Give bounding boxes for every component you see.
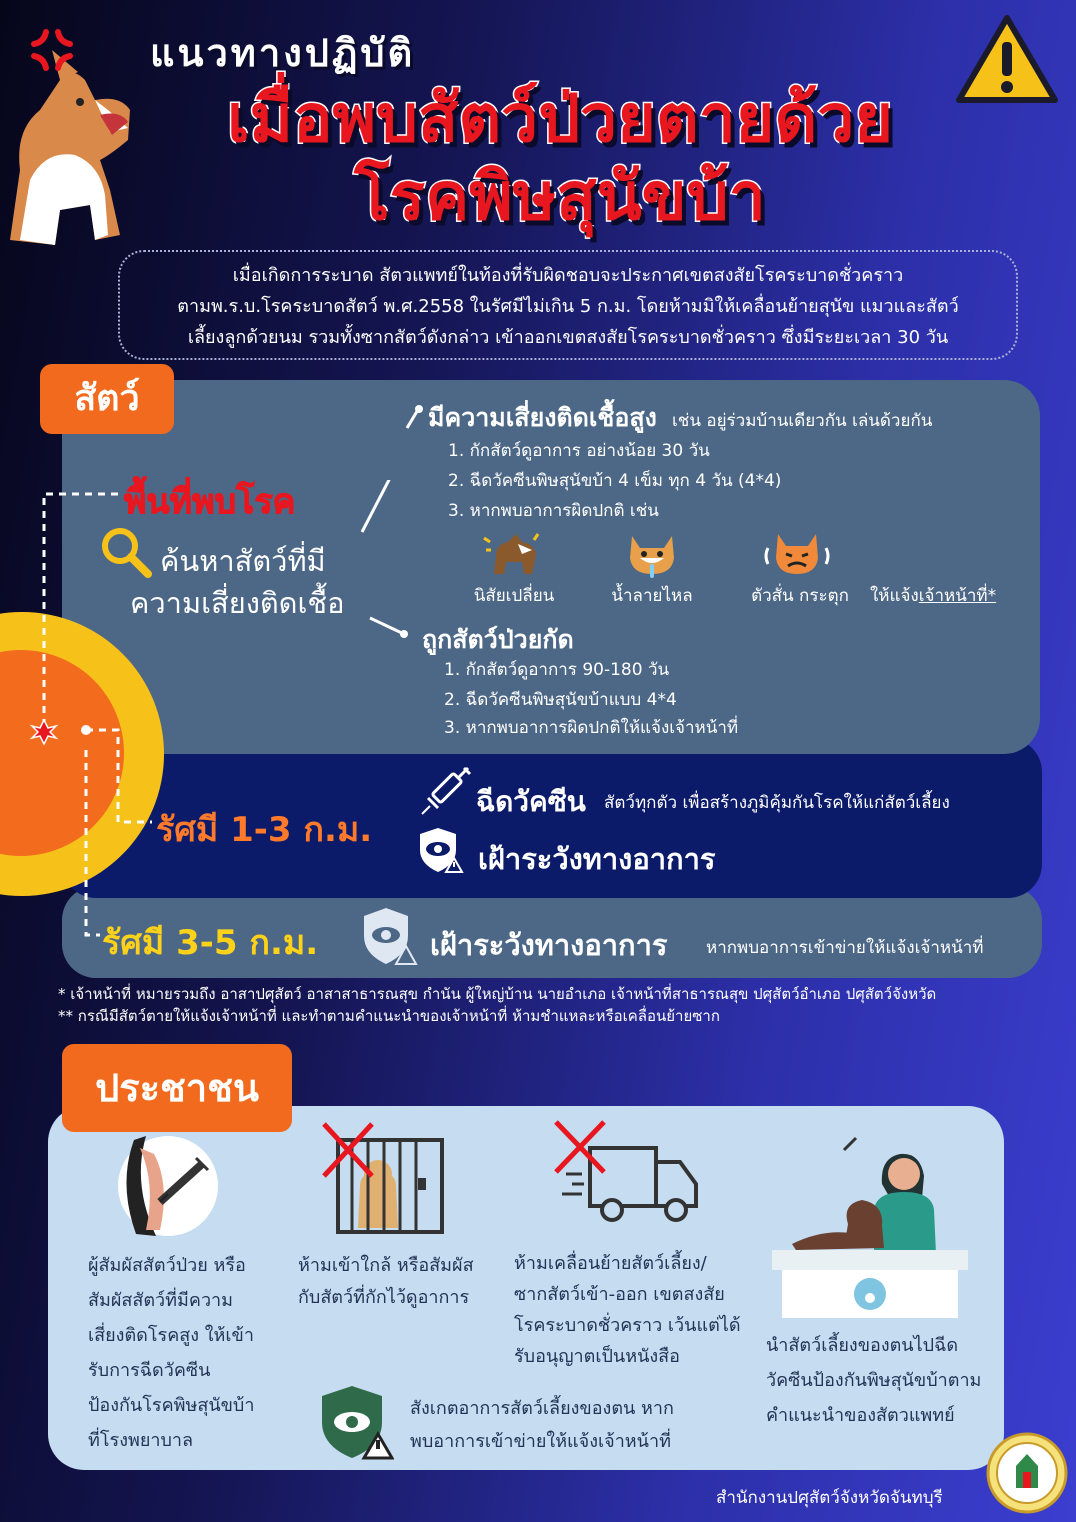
moving-truck-icon: [552, 1118, 702, 1228]
public-item-5-text: สังเกตอาการสัตว์เลี้ยงของตน หาก พบอาการเข้าข่ายให้แจ้งเจ้าหน้าที่: [410, 1398, 674, 1452]
intro-line-1: เมื่อเกิดการระบาด สัตวแพทย์ในท้องที่รับผิดชอบจะประกาศเขตสงสัยโรคระบาดชั่วคราว: [232, 265, 904, 286]
footnote-dead-animal: ** กรณีมีสัตว์ตายให้แจ้งเจ้าหน้าที่ และทำตามคำแนะนำของเจ้าหน้าที่ ห้ามชำแหละหรือเคลื่อนย้ายซาก: [58, 1007, 720, 1025]
symptom-shaking: ตัวสั่น กระตุก: [751, 586, 849, 606]
watch-symptoms-sub-2: หากพบอาการเข้าข่ายให้แจ้งเจ้าหน้าที่: [706, 938, 984, 958]
syringe-icon: [418, 764, 472, 818]
radius-1-3-label: รัศมี 1-3 ก.ม.: [156, 810, 373, 850]
high-risk-sub: เช่น อยู่ร่วมบ้านเดียวกัน เล่นด้วยกัน: [671, 411, 933, 431]
title-line-2: โรคพิษสุนัขบ้า: [354, 158, 766, 235]
section-tag-animal: สัตว์: [40, 364, 174, 434]
title-line-1: เมื่อพบสัตว์ป่วยตายด้วย: [226, 80, 894, 157]
outbreak-area-title: พื้นที่พบโรค: [124, 482, 296, 522]
high-risk-step-1: 1. กักสัตว์ดูอาการ อย่างน้อย 30 วัน: [448, 441, 710, 461]
vaccinate-heading: ฉีดวัคซีน: [476, 785, 586, 818]
search-risk-text: [130, 540, 390, 624]
vaccinate-sub: สัตว์ทุกตัว เพื่อสร้างภูมิคุ้มกันโรคให้แก่สัตว์เลี้ยง: [604, 793, 950, 813]
radius-3-5-label: รัศมี 3-5 ก.ม.: [102, 923, 319, 963]
notify-officer-note: [870, 582, 996, 609]
search-line-1: ค้นหาสัตว์ที่มี: [160, 544, 326, 578]
aggressive-dog-icon: [482, 528, 542, 578]
notify-officer-link[interactable]: เจ้าหน้าที่*: [918, 586, 997, 606]
shield-eye-icon-2: [360, 906, 418, 966]
bitten-step-2: 2. ฉีดวัคซีนพิษสุนัขบ้าแบบ 4*4: [444, 690, 677, 710]
caged-dog-icon: [320, 1120, 446, 1236]
office-name: สำนักงานปศุสัตว์จังหวัดจันทบุรี: [716, 1488, 943, 1508]
anger-icon: [28, 26, 76, 74]
bitten-step-1: 1. กักสัตว์ดูอาการ 90-180 วัน: [444, 660, 670, 680]
high-risk-step-2: 2. ฉีดวัคซีนพิษสุนัขบ้า 4 เข็ม ทุก 4 วัน (4*4): [448, 471, 782, 491]
watch-symptoms-heading-1: เฝ้าระวังทางอาการ: [478, 842, 716, 876]
shield-eye-icon-3: [318, 1384, 394, 1460]
intro-line-2: ตามพ.ร.บ.โรคระบาดสัตว์ พ.ศ.2558 ในรัศมีไม่เกิน 5 ก.ม. โดยห้ามมิให้เคลื่อนย้ายสุนัข แมวและสัตว์: [177, 296, 959, 317]
symptom-behavior-change: นิสัยเปลี่ยน: [473, 586, 555, 606]
provincial-seal-logo: [986, 1432, 1068, 1514]
intro-line-3: เลี้ยงลูกด้วยนม รวมทั้งซากสัตว์ดังกล่าว เข้าออกเขตสงสัยโรคระบาดชั่วคราว ซึ่งมีระยะเวลา 30 วัน: [187, 327, 949, 348]
shaking-cat-icon: [764, 528, 824, 578]
public-item-3-text: ห้ามเคลื่อนย้ายสัตว์เลี้ยง/ ซากสัตว์เข้า-ออก เขตสงสัย โรคระบาดชั่วคราว เว้นแต่ได้ รับอนุญาตเป็นหนังสือ: [514, 1253, 741, 1367]
branch-arrow-icon: [404, 404, 424, 430]
public-item-1-text: ผู้สัมผัสสัตว์ป่วย หรือ สัมผัสสัตว์ที่มีความ เสี่ยงติดโรคสูง ให้เข้า รับการฉีดวัคซีน ป้องกันโรคพิษสุนัขบ้า ที่โรงพยาบาล: [88, 1255, 255, 1451]
footnote-officer: * เจ้าหน้าที่ หมายรวมถึง อาสาปศุสัตว์ อาสาสาธารณสุข กำนัน ผู้ใหญ่บ้าน นายอำเภอ เจ้าหน้าที่สาธารณสุข ปศุสัตว์อำเภอ ปศุสัตว์จังหวัด: [58, 985, 937, 1003]
title-main: [120, 80, 1000, 236]
public-item-4-text: นำสัตว์เลี้ยงของตนไปฉีด วัคซีนป้องกันพิษสุนัขบ้าตาม คำแนะนำของสัตวแพทย์: [766, 1335, 982, 1426]
high-risk-step-3: 3. หากพบอาการผิดปกติ เช่น: [448, 501, 659, 521]
title-top: แนวทางปฏิบัติ: [150, 31, 416, 75]
notify-prefix: ให้แจ้ง: [870, 586, 919, 606]
bitten-step-3: 3. หากพบอาการผิดปกติให้แจ้งเจ้าหน้าที่: [444, 718, 739, 738]
intro-box: [118, 250, 1018, 360]
vet-vaccinating-dog-icon: [772, 1114, 968, 1320]
watch-symptoms-heading-2: เฝ้าระวังทางอาการ: [430, 928, 668, 962]
search-line-2: ความเสี่ยงติดเชื้อ: [130, 586, 345, 620]
drooling-dog-icon: [622, 528, 682, 578]
high-risk-heading: [428, 398, 932, 438]
section-tag-public: ประชาชน: [62, 1044, 292, 1132]
bitten-heading: ถูกสัตว์ป่วยกัด: [422, 625, 574, 654]
shield-eye-icon: [416, 826, 464, 874]
symptom-drooling: น้ำลายไหล: [611, 586, 693, 606]
arm-injection-icon: [116, 1134, 220, 1238]
high-risk-title: มีความเสี่ยงติดเชื้อสูง: [428, 403, 657, 432]
warning-icon: [955, 12, 1060, 107]
public-item-2-text: ห้ามเข้าใกล้ หรือสัมผัส กับสัตว์ที่กักไว้ดูอาการ: [298, 1255, 474, 1308]
